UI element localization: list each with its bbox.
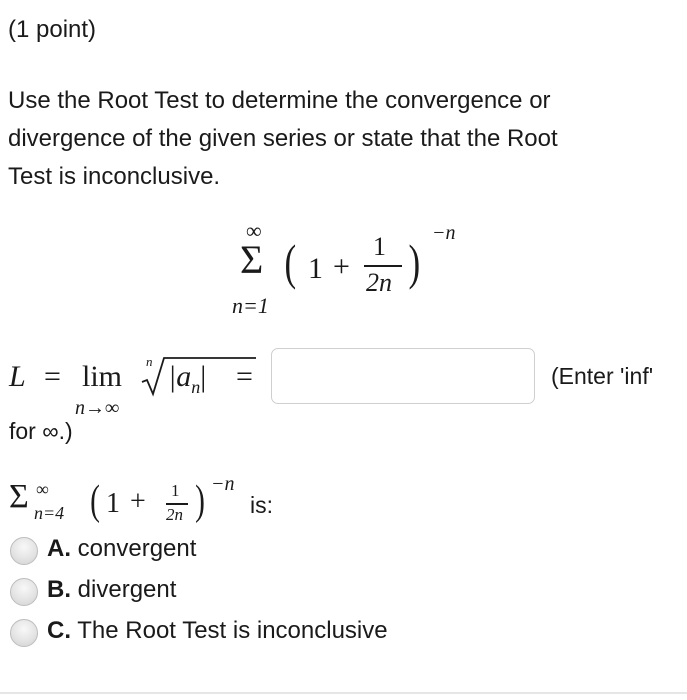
- sum-upper-limit: ∞: [246, 218, 262, 243]
- sum-sigma: Σ: [240, 237, 264, 282]
- lim-subscript: n→∞: [75, 397, 120, 419]
- radio-option-c[interactable]: [10, 619, 38, 647]
- inline-plus: +: [130, 486, 146, 517]
- enter-inf-hint: (Enter 'inf': [551, 363, 654, 389]
- series-is-label: is:: [250, 492, 273, 518]
- prompt-line-1: Use the Root Test to determine the convergence or: [8, 87, 551, 114]
- points-label: (1 point): [8, 16, 97, 43]
- formula-plus: +: [333, 250, 350, 283]
- L-symbol: L: [9, 360, 26, 393]
- radio-option-b[interactable]: [10, 578, 38, 606]
- option-c-text: The Root Test is inconclusive: [77, 617, 388, 644]
- formula-exponent: −n: [432, 222, 456, 244]
- inline-sum-upper: ∞: [36, 479, 49, 499]
- option-b-label[interactable]: [47, 576, 176, 604]
- inline-right-paren: ): [195, 478, 205, 524]
- inline-exponent: −n: [211, 473, 235, 495]
- prompt-line-3: Test is inconclusive.: [8, 163, 221, 190]
- bottom-divider: [0, 692, 687, 694]
- left-paren: (: [284, 234, 297, 290]
- inline-frac-num: 1: [171, 481, 180, 500]
- inline-sum-lower: n=4: [34, 503, 65, 523]
- fraction-bar: [364, 265, 402, 267]
- option-a-label[interactable]: [47, 535, 196, 563]
- radicand-subscript: n: [191, 377, 201, 397]
- root-index: n: [146, 354, 153, 369]
- option-a-text: convergent: [77, 535, 197, 562]
- enter-inf-hint-continued: for ∞.): [9, 418, 73, 444]
- option-b-text: divergent: [77, 576, 177, 603]
- inline-left-paren: (: [90, 478, 100, 524]
- formula-one: 1: [308, 252, 323, 285]
- right-paren: ): [408, 234, 421, 290]
- prompt-line-2: divergence of the given series or state that the Root: [8, 125, 558, 152]
- option-c-label[interactable]: [47, 617, 388, 645]
- option-a-letter: A.: [47, 535, 71, 562]
- radicand-close: |: [200, 360, 207, 393]
- equals-sign: =: [44, 360, 61, 393]
- inline-frac-den: 2n: [166, 505, 183, 524]
- option-b-letter: B.: [47, 576, 71, 603]
- radio-option-a[interactable]: [10, 537, 38, 565]
- lim-operator: lim: [82, 360, 123, 393]
- sum-lower-limit: n=1: [232, 293, 269, 318]
- equals-sign-2: =: [236, 360, 253, 393]
- fraction-numerator: 1: [373, 232, 386, 261]
- answer-input[interactable]: [271, 348, 535, 404]
- radicand: |a: [168, 360, 192, 393]
- inline-sigma: Σ: [9, 478, 29, 515]
- option-c-letter: C.: [47, 617, 71, 644]
- fraction-denominator: 2n: [366, 268, 392, 297]
- inline-one: 1: [106, 488, 120, 519]
